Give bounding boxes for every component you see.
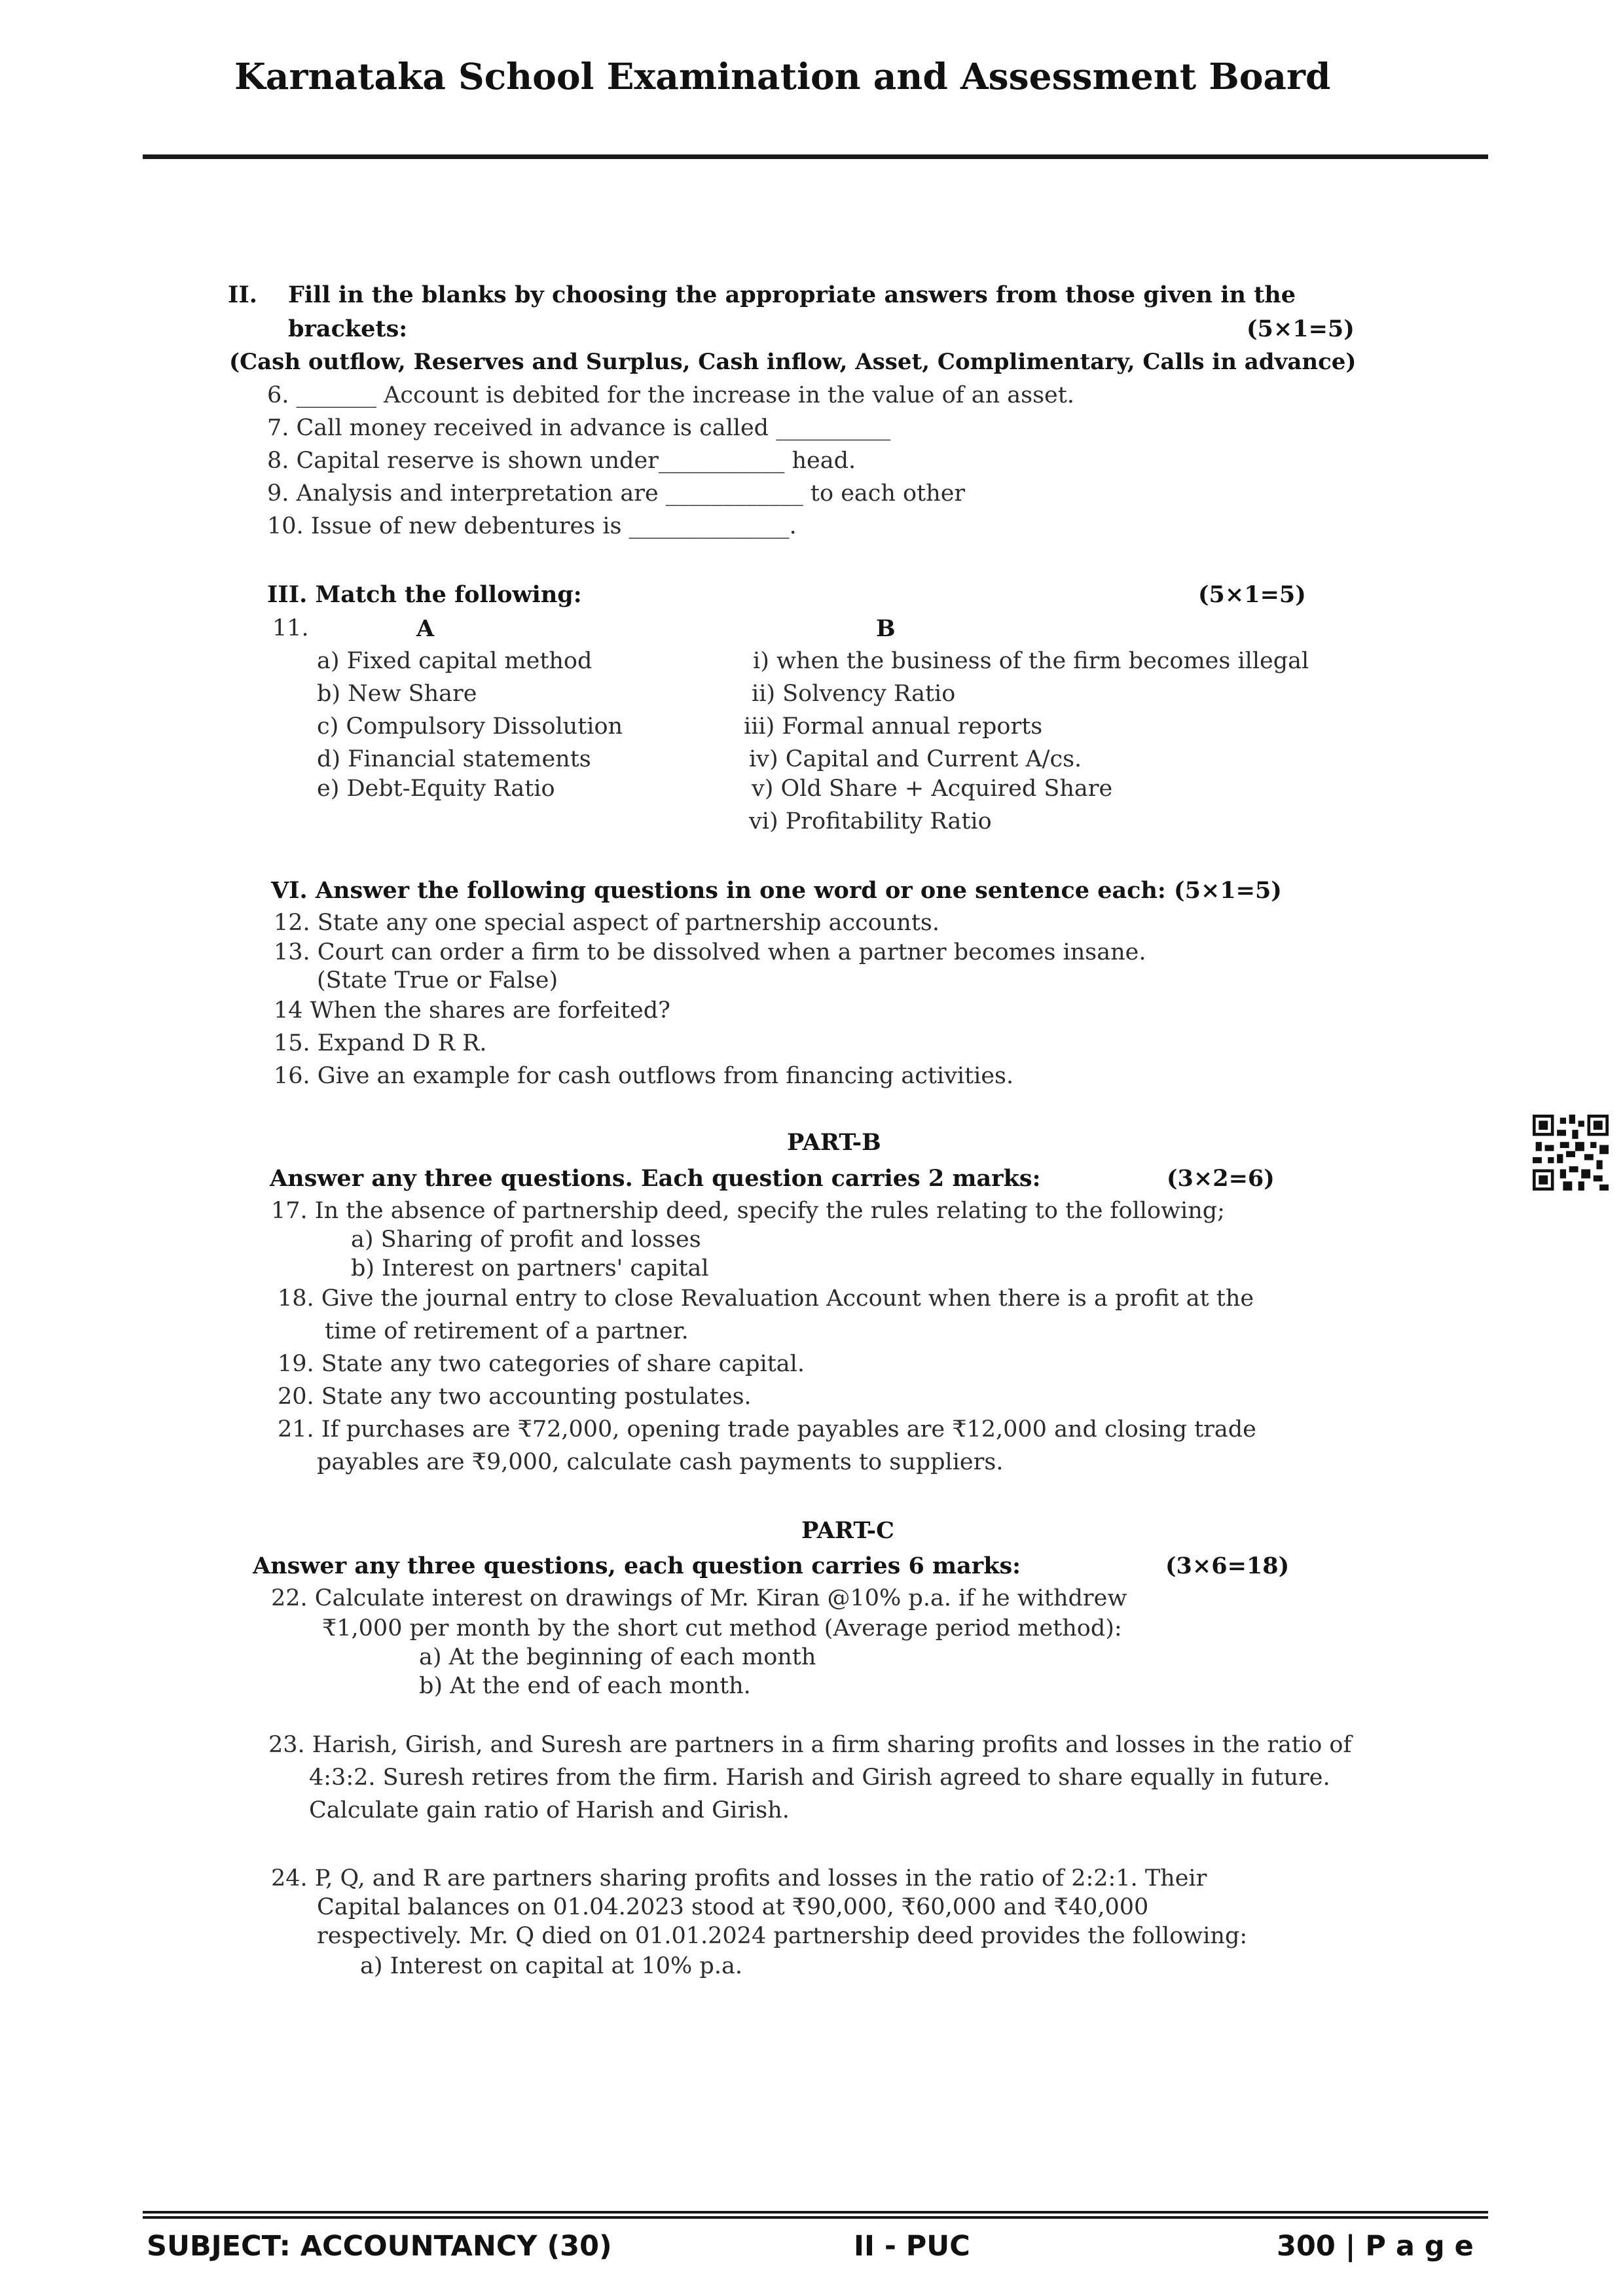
- question-22: 22. Calculate interest on drawings of Mr. Kiran @10% p.a. if he withdrew: [271, 1585, 1127, 1611]
- question-17a: a) Sharing of profit and losses: [351, 1227, 701, 1253]
- section-2-number: II.: [228, 281, 257, 308]
- question-11-number: 11.: [272, 615, 309, 641]
- part-b-instruction: Answer any three questions. Each question carries 2 marks:: [270, 1165, 1041, 1192]
- question-23-cont: 4:3:2. Suresh retires from the firm. Harish and Girish agreed to share equally in future.: [309, 1765, 1330, 1791]
- footer-rule-bottom: [143, 2216, 1488, 2219]
- question-12: 12. State any one special aspect of partnership accounts.: [274, 910, 939, 936]
- question-24a: a) Interest on capital at 10% p.a.: [360, 1953, 742, 1979]
- section-2-marks: (5×1=5): [1247, 315, 1355, 342]
- question-22a: a) At the beginning of each month: [419, 1644, 816, 1670]
- question-24-cont: Capital balances on 01.04.2023 stood at ₹90,000, ₹60,000 and ₹40,000: [317, 1894, 1149, 1920]
- match-b-item: iii) Formal annual reports: [744, 713, 1043, 740]
- match-a-item: d) Financial statements: [317, 746, 591, 772]
- match-a-item: e) Debt-Equity Ratio: [317, 776, 555, 802]
- question-23: 23. Harish, Girish, and Suresh are partners in a firm sharing profits and losses in the ratio of: [268, 1732, 1352, 1758]
- part-c-marks: (3×6=18): [1165, 1552, 1290, 1579]
- match-b-item: iv) Capital and Current A/cs.: [749, 746, 1082, 772]
- question-14: 14 When the shares are forfeited?: [274, 997, 670, 1024]
- footer-rule-top: [143, 2211, 1488, 2214]
- page-header-title: Karnataka School Examination and Assessment Board: [234, 55, 1331, 98]
- match-a-item: a) Fixed capital method: [317, 648, 593, 674]
- section-2-heading-cont: brackets:: [288, 315, 408, 342]
- footer-subject: SUBJECT: ACCOUNTANCY (30): [147, 2230, 612, 2263]
- question-21: 21. If purchases are ₹72,000, opening trade payables are ₹12,000 and closing trade: [278, 1416, 1256, 1443]
- question-16: 16. Give an example for cash outflows from financing activities.: [274, 1063, 1014, 1089]
- question-18-cont: time of retirement of a partner.: [325, 1318, 689, 1344]
- question-21-cont: payables are ₹9,000, calculate cash payments to suppliers.: [317, 1449, 1004, 1475]
- question-17: 17. In the absence of partnership deed, specify the rules relating to the following;: [271, 1198, 1225, 1224]
- question-19: 19. State any two categories of share capital.: [278, 1351, 805, 1377]
- footer-class: II - PUC: [854, 2230, 970, 2263]
- match-a-item: b) New Share: [317, 681, 477, 707]
- section-3-heading: III. Match the following:: [267, 581, 582, 608]
- question-15: 15. Expand D R R.: [274, 1030, 487, 1056]
- qr-code: [1532, 1115, 1609, 1191]
- section-2-options: (Cash outflow, Reserves and Surplus, Cash inflow, Asset, Complimentary, Calls in advance): [229, 349, 1357, 375]
- part-b-title: PART-B: [787, 1129, 881, 1156]
- header-rule: [143, 154, 1488, 159]
- question-8: 8. Capital reserve is shown under___________ head.: [267, 448, 856, 474]
- section-3-marks: (5×1=5): [1198, 581, 1306, 608]
- question-7: 7. Call money received in advance is called __________: [267, 415, 891, 441]
- question-18: 18. Give the journal entry to close Revaluation Account when there is a profit at the: [278, 1285, 1254, 1312]
- question-22-cont: ₹1,000 per month by the short cut method (Average period method):: [322, 1615, 1122, 1641]
- part-c-instruction: Answer any three questions, each question carries 6 marks:: [253, 1552, 1021, 1579]
- match-a-item: c) Compulsory Dissolution: [317, 713, 623, 740]
- part-b-marks: (3×2=6): [1167, 1165, 1275, 1192]
- question-17b: b) Interest on partners' capital: [351, 1255, 709, 1282]
- question-23-cont-2: Calculate gain ratio of Harish and Girish.: [309, 1797, 790, 1823]
- section-4-heading: VI. Answer the following questions in one word or one sentence each: (5×1=5): [271, 877, 1282, 904]
- part-c-title: PART-C: [801, 1517, 895, 1544]
- question-24-cont-2: respectively. Mr. Q died on 01.01.2024 partnership deed provides the following:: [317, 1923, 1248, 1949]
- section-2-heading: Fill in the blanks by choosing the appropriate answers from those given in the: [288, 281, 1296, 308]
- column-a-header: A: [416, 615, 435, 642]
- question-13: 13. Court can order a firm to be dissolved when a partner becomes insane.: [274, 939, 1146, 965]
- match-b-item: vi) Profitability Ratio: [749, 808, 992, 834]
- match-b-item: i) when the business of the firm becomes illegal: [753, 648, 1309, 674]
- question-20: 20. State any two accounting postulates.: [278, 1384, 752, 1410]
- question-10: 10. Issue of new debentures is ______________.: [267, 513, 797, 539]
- question-22b: b) At the end of each month.: [419, 1673, 751, 1699]
- match-b-item: v) Old Share + Acquired Share: [752, 776, 1113, 802]
- question-6: 6. _______ Account is debited for the increase in the value of an asset.: [267, 382, 1074, 408]
- footer-page-number: 300 | P a g e: [1277, 2230, 1474, 2263]
- question-24: 24. P, Q, and R are partners sharing profits and losses in the ratio of 2:2:1. Their: [271, 1865, 1207, 1892]
- question-9: 9. Analysis and interpretation are ____________ to each other: [267, 480, 966, 507]
- question-13-note: (State True or False): [317, 967, 558, 994]
- match-b-item: ii) Solvency Ratio: [752, 681, 956, 707]
- column-b-header: B: [876, 615, 896, 642]
